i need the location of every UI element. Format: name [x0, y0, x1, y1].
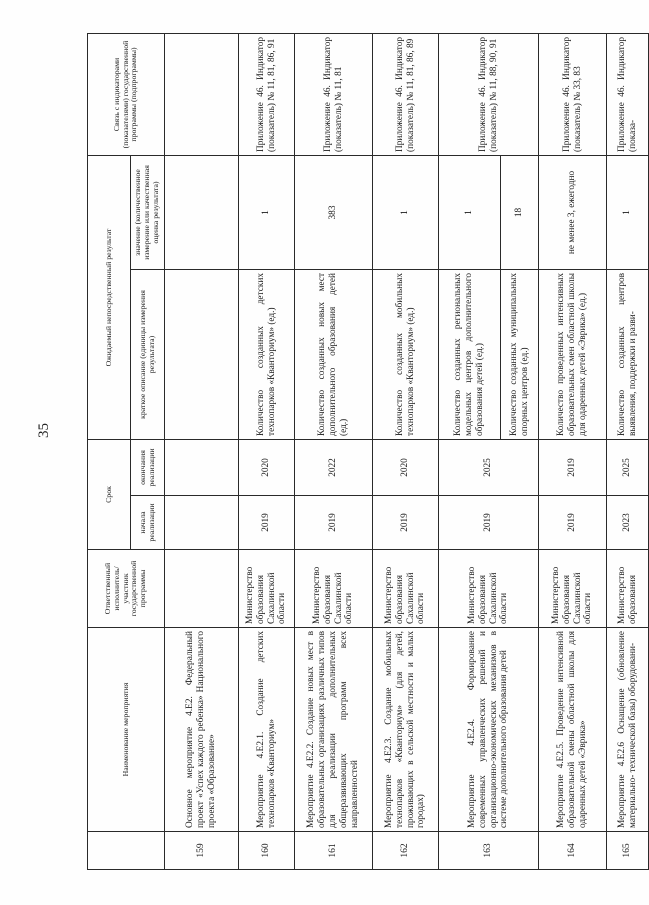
row-number: 160 [239, 832, 295, 870]
start-year: 2019 [373, 496, 439, 550]
responsible-executor: Министерство образования Сахалинской области [295, 550, 373, 628]
responsible-executor [165, 550, 239, 628]
indicator-link: Приложение 46. Индикатор (показатель) № 11, 88, 90, 91 [439, 33, 539, 155]
indicator-link [165, 33, 239, 155]
result-value: 1 [439, 155, 501, 269]
header-link: Связь с индикаторами (показателями) государственной программы (подпрограммы) [88, 33, 165, 155]
activity-name: Мероприятие 4.E2.1. Создание детских технопарков «Кванториум» [239, 628, 295, 832]
header-responsible: Ответственный исполнитель/участник государственной программы [88, 550, 165, 628]
activity-name: Мероприятие 4.E2.5. Проведение интенсивной образовательной смены областной школы для одаренных детей «Эврика» [539, 628, 607, 832]
activities-table [87, 33, 649, 870]
indicator-link: Приложение 46. Индикатор (показа- [607, 33, 649, 155]
result-value [165, 155, 239, 269]
indicator-link: Приложение 46. Индикатор (показатель) № 11, 81, 86, 89 [373, 33, 439, 155]
table-row [539, 33, 607, 869]
result-value: 18 [501, 155, 539, 269]
responsible-executor: Министерство образования Сахалинской области [373, 550, 439, 628]
table-row [165, 33, 239, 869]
result-description: Количество созданных детских технопарков «Кванториум» (ед.) [239, 269, 295, 439]
activity-name: Мероприятие 4.E2.2. Создание новых мест в образовательных организациях различных типов для реализации дополнительных общеразвивающих программ всех направленностей [295, 628, 373, 832]
end-year: 2022 [295, 439, 373, 495]
header-term: Срок [88, 439, 131, 549]
result-value: 383 [295, 155, 373, 269]
header-name: Наименование мероприятия [88, 628, 165, 832]
result-value: 1 [607, 155, 649, 269]
responsible-executor: Министерство образования Сахалинской области [439, 550, 539, 628]
rotated-table-container [87, 34, 638, 870]
header-value: значение (количественное измерение или качественная оценка результата) [131, 155, 165, 269]
table-body [165, 33, 649, 869]
activity-name: Основное мероприятие 4.E2. Федеральный проект «Успех каждого ребенка» Национального проекта «Образование» [165, 628, 239, 832]
result-description: Количество созданных муниципальных опорных центров (ед.) [501, 269, 539, 439]
start-year: 2019 [239, 496, 295, 550]
result-value: 1 [373, 155, 439, 269]
start-year: 2019 [295, 496, 373, 550]
row-number: 163 [439, 832, 539, 870]
header-desc: краткое описание (единицы измерения результата) [131, 269, 165, 439]
result-description: Количество проведенных интенсивных образовательных смен областной школы для одаренных детей «Эврика» (ед.) [539, 269, 607, 439]
responsible-executor: Министерство образования [607, 550, 649, 628]
page-number: 35 [36, 423, 52, 438]
row-number: 162 [373, 832, 439, 870]
header-end: окончания реализации [131, 439, 165, 495]
start-year: 2019 [439, 496, 539, 550]
end-year: 2025 [607, 439, 649, 495]
result-description: Количество созданных региональных модельных центров дополнительного образования детей (ед.) [439, 269, 501, 439]
indicator-link: Приложение 46. Индикатор (показатель) № 33, 83 [539, 33, 607, 155]
header-start: начала реализации [131, 496, 165, 550]
result-description: Количество созданных новых мест дополнительного образования детей (ед.) [295, 269, 373, 439]
start-year: 2023 [607, 496, 649, 550]
result-value: не менее 3, ежегодно [539, 155, 607, 269]
responsible-executor: Министерство образования Сахалинской области [539, 550, 607, 628]
end-year: 2020 [239, 439, 295, 495]
row-number: 165 [607, 832, 649, 870]
row-number: 159 [165, 832, 239, 870]
header-num [88, 832, 165, 870]
activity-name: Мероприятие 4.E2.3. Создание мобильных технопарков «Кванториум» (для детей, проживающих в сельской местности и малых городах) [373, 628, 439, 832]
activity-name: Мероприятие 4.E2.4. Формирование современных управленческих решений и организационно-экономических механизмов в системе дополнительного образования детей [439, 628, 539, 832]
indicator-link: Приложение 46. Индикатор (показатель) № 11, 81 [295, 33, 373, 155]
result-description [165, 269, 239, 439]
activity-name: Мероприятие 4.E2.6 Оснащение (обновление материально- технической базы) оборудовани- [607, 628, 649, 832]
result-description: Количество созданных центров выявления, поддержки и разви- [607, 269, 649, 439]
indicator-link: Приложение 46. Индикатор (показатель) № 11, 81, 86, 91 [239, 33, 295, 155]
table-row [607, 33, 649, 869]
table-row [439, 33, 501, 869]
row-number: 164 [539, 832, 607, 870]
end-year: 2019 [539, 439, 607, 495]
start-year [165, 496, 239, 550]
table-row [373, 33, 439, 869]
result-value: 1 [239, 155, 295, 269]
start-year: 2019 [539, 496, 607, 550]
table-row [295, 33, 373, 869]
end-year: 2025 [439, 439, 539, 495]
row-number: 161 [295, 832, 373, 870]
end-year [165, 439, 239, 495]
responsible-executor: Министерство образования Сахалинской области [239, 550, 295, 628]
header-result: Ожидаемый непосредственный результат [88, 155, 131, 439]
end-year: 2020 [373, 439, 439, 495]
result-description: Количество созданных мобильных технопарков «Кванториум» (ед.) [373, 269, 439, 439]
table-row [239, 33, 295, 869]
